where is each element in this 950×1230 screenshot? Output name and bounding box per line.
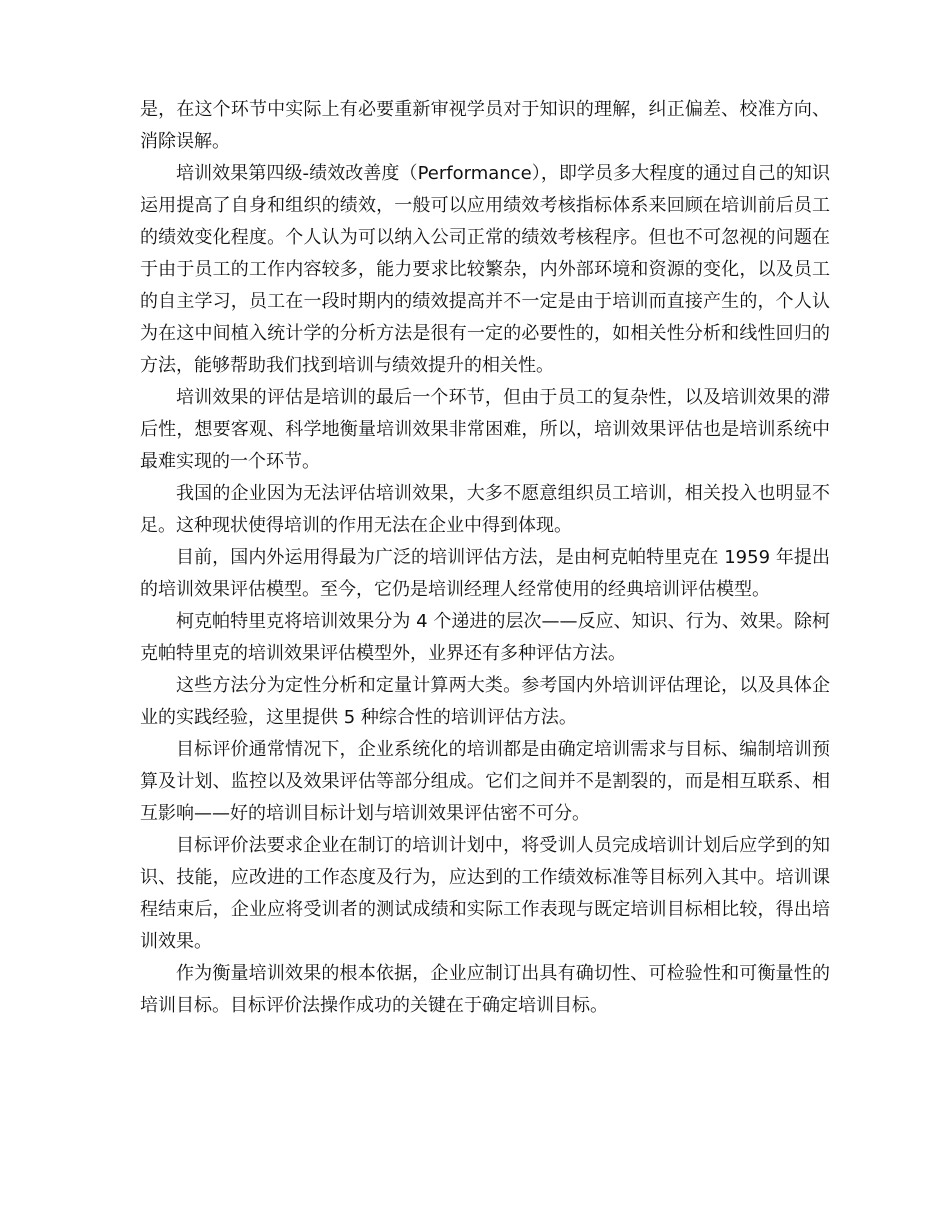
paragraph-goal-evaluation-method: 目标评价法要求企业在制订的培训计划中，将受训人员完成培训计划后应学到的知识、技能，应改进的工作态度及行为，应达到的工作绩效标准等目标列入其中。培训课程结束后，企业应将受训者的测试成绩和实际工作表现与既定培训目标相比较，得出培训效果。 bbox=[140, 835, 830, 952]
paragraph-method-categories: 这些方法分为定性分析和定量计算两大类。参考国内外培训评估理论，以及具体企业的实践经验，这里提供 5 种综合性的培训评估方法。 bbox=[140, 675, 830, 728]
paragraph-training-objectives: 作为衡量培训效果的根本依据，企业应制订出具有确切性、可检验性和可衡量性的培训目标。目标评价法操作成功的关键在于确定培训目标。 bbox=[140, 963, 830, 1016]
paragraph-continuation: 是，在这个环节中实际上有必要重新审视学员对于知识的理解，纠正偏差、校准方向、消除误解。 bbox=[140, 99, 830, 152]
paragraph-evaluation-difficulty: 培训效果的评估是培训的最后一个环节，但由于员工的复杂性，以及培训效果的滞后性，想要客观、科学地衡量培训效果非常困难，所以，培训效果评估也是培训系统中最难实现的一个环节。 bbox=[140, 387, 830, 472]
paragraph-four-levels: 柯克帕特里克将培训效果分为 4 个递进的层次——反应、知识、行为、效果。除柯克帕特里克的培训效果评估模型外，业界还有多种评估方法。 bbox=[140, 611, 830, 664]
paragraph-goal-evaluation: 目标评价通常情况下，企业系统化的培训都是由确定培训需求与目标、编制培训预算及计划、监控以及效果评估等部分组成。它们之间并不是割裂的，而是相互联系、相互影响——好的培训目标计划与培训效果评估密不可分。 bbox=[140, 739, 830, 824]
paragraph-domestic-situation: 我国的企业因为无法评估培训效果，大多不愿意组织员工培训，相关投入也明显不足。这种现状使得培训的作用无法在企业中得到体现。 bbox=[140, 483, 830, 536]
paragraph-performance-level: 培训效果第四级-绩效改善度（Performance），即学员多大程度的通过自己的知识运用提高了自身和组织的绩效，一般可以应用绩效考核指标体系来回顾在培训前后员工的绩效变化程度。个人认为可以纳入公司正常的绩效考核程序。但也不可忽视的问题在于由于员工的工作内容较多，能力要求比较繁杂，内外部环境和资源的变化，以及员工的自主学习，员工在一段时期内的绩效提高并不一定是由于培训而直接产生的，个人认为在这中间植入统计学的分析方法是很有一定的必要性的，如相关性分析和线性回归的方法，能够帮助我们找到培训与绩效提升的相关性。 bbox=[140, 163, 830, 376]
paragraph-kirkpatrick-model: 目前，国内外运用得最为广泛的培训评估方法，是由柯克帕特里克在 1959 年提出的培训效果评估模型。至今，它仍是培训经理人经常使用的经典培训评估模型。 bbox=[140, 547, 830, 600]
document-body bbox=[140, 94, 830, 1022]
